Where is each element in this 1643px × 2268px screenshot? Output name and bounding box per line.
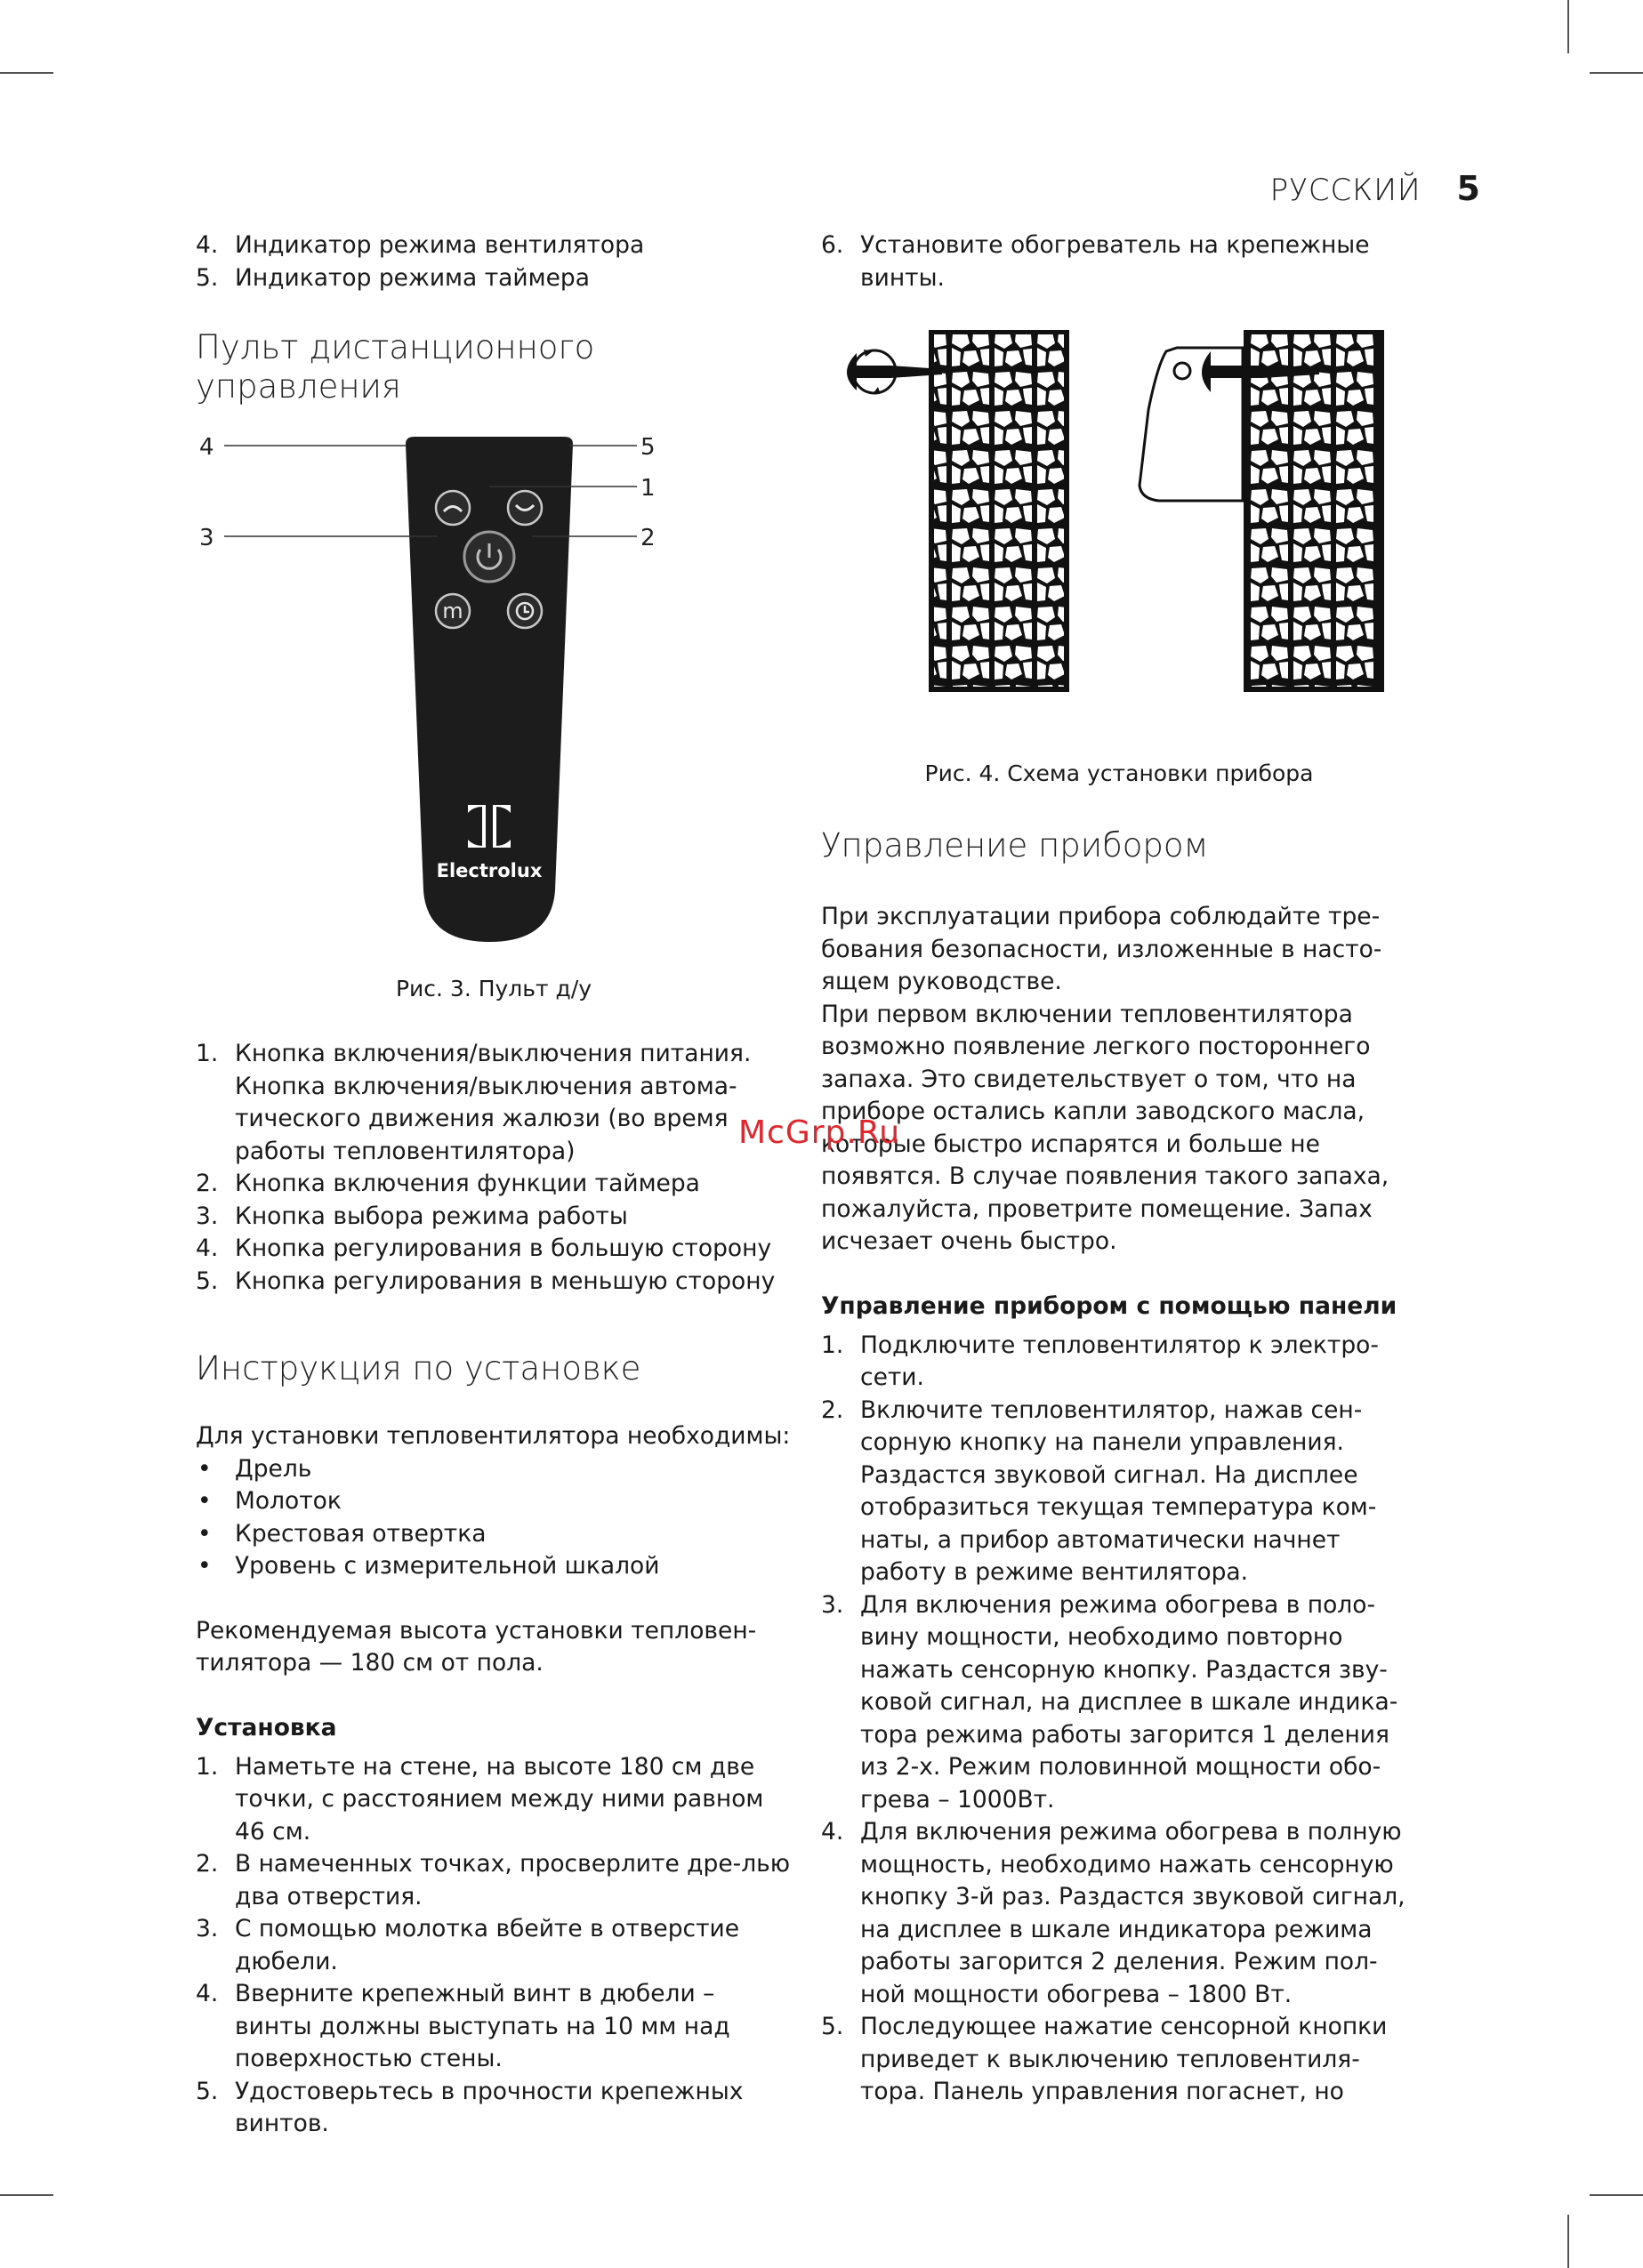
list-item: 2. Включите тепловентилятор, нажав сен-сорную кнопку на панели управления. Раздастся звуковой сигнал. На дисплее отобразиться текущая температура ком-наты, а прибор автоматически начнет работу в режиме вентилятора. xyxy=(821,1395,1377,1586)
list-item: 4. Вверните крепежный винт в дюбели – винты должны выступать на 10 мм над поверхностью стены. xyxy=(196,1980,730,2072)
crop-mark xyxy=(1590,2194,1643,2196)
right-column xyxy=(821,229,1417,2109)
up-button[interactable] xyxy=(436,491,470,525)
tools-list xyxy=(196,1453,792,1583)
list-item: • Уровень с измерительной шкалой xyxy=(197,1552,660,1580)
list-item: 2. Кнопка включения функции таймера xyxy=(196,1170,700,1197)
figure-caption: Рис. 4. Схема установки прибора xyxy=(924,760,1314,786)
crop-mark xyxy=(1567,0,1569,53)
crop-mark xyxy=(0,2194,53,2196)
install-heading: Инструкция по установке xyxy=(196,1349,641,1387)
power-button[interactable] xyxy=(464,532,514,582)
remote-figure xyxy=(196,428,792,979)
crop-mark xyxy=(1590,72,1643,74)
indicator-list xyxy=(196,229,792,294)
page-number: 5 xyxy=(1456,169,1480,208)
language-label: РУССКИЙ xyxy=(1269,173,1422,208)
page-header xyxy=(1270,169,1480,208)
control-paragraph: При эксплуатации прибора соблюдайте тре-бования безопасности, изложенные в насто-ящем руководстве. xyxy=(821,903,1382,995)
brand-label: Electrolux xyxy=(436,860,543,881)
button-list xyxy=(196,1038,792,1298)
list-item: • Дрель xyxy=(197,1454,312,1483)
callout-label: 4 xyxy=(199,434,214,461)
remote-caption: Рис. 3. Пульт д/у xyxy=(395,976,592,1001)
remote-heading: Пульт дистанционного управления xyxy=(196,328,595,406)
panel-steps-list xyxy=(821,1330,1417,2109)
list-item: 4. Индикатор режима вентилятора xyxy=(196,231,645,259)
control-paragraph: При первом включении тепловентилятора возможно появление легкого постороннего запаха. Это свидетельствует о том, что на приборе остались капли заводского масла, которые быстро испарятся и больше не появятся. В случае появления такого запаха, пожалуйста, проветрите помещение. Запах исчезает очень быстро. xyxy=(821,1000,1389,1255)
list-item: • Молоток xyxy=(197,1487,342,1515)
callout-label: 2 xyxy=(640,525,656,551)
list-item: 5. Кнопка регулирования в меньшую сторону xyxy=(196,1267,776,1295)
installation-figure xyxy=(821,330,1417,739)
down-button[interactable] xyxy=(508,491,542,525)
list-item: 5. Удостоверьтесь в прочности крепежных винтов. xyxy=(196,2077,744,2137)
wall-panel xyxy=(931,332,1067,689)
setup-list xyxy=(196,1751,792,2141)
list-item: 3. Кнопка выбора режима работы xyxy=(196,1202,628,1230)
list-item: 1. Наметьте на стене, на высоте 180 см две точки, с расстоянием между ними равном 46 см. xyxy=(196,1752,764,1846)
setup-heading: Установка xyxy=(196,1713,337,1741)
panel-heading: Управление прибором с помощью панели xyxy=(821,1291,1397,1320)
height-note: Рекомендуемая высота установки тепловен-тилятора — 180 см от пола. xyxy=(196,1616,757,1677)
tools-intro: Для установки тепловентилятора необходимы: xyxy=(196,1422,791,1450)
callout-label: 3 xyxy=(199,525,214,551)
crop-mark xyxy=(1567,2215,1569,2268)
electrolux-logo-icon xyxy=(463,805,516,848)
control-heading: Управление прибором xyxy=(821,826,1209,865)
timer-button[interactable] xyxy=(508,594,542,628)
list-item: 6. Установите обогреватель на крепежные винты. xyxy=(821,231,1370,292)
wall-panel xyxy=(1246,332,1381,689)
list-item: 2. В намеченных точках, просверлите дре-лью два отверстия. xyxy=(196,1850,791,1910)
callout-label: 5 xyxy=(640,434,656,461)
list-item: 3. Для включения режима обогрева в поло-вину мощности, необходимо повторно нажать сенсорную кнопку. Раздастся зву-ковой сигнал, на дисплее в шкале индика-тора режима работы загорится 1 деления из 2-х. Режим половинной мощности обо-грева – 1000Вт. xyxy=(821,1590,1398,1814)
list-item: 1. Подключите тепловентилятор к электро-сети. xyxy=(821,1331,1379,1391)
list-item: 5. Индикатор режима таймера xyxy=(196,263,590,292)
list-item: 1. Кнопка включения/выключения питания. Кнопка включения/выключения автома-тического движения жалюзи (во время работы тепловентилятора) xyxy=(196,1040,752,1165)
crop-mark xyxy=(0,72,53,74)
watermark: McGrp.Ru xyxy=(738,1114,901,1151)
left-column xyxy=(196,229,792,2141)
list-item: 4. Для включения режима обогрева в полную мощность, необходимо нажать сенсорную кнопку 3-й раз. Раздастся звуковой сигнал, на дисплее в шкале индикатора режима работы загорится 2 деления. Режим пол-ной мощности обогрева – 1800 Вт. xyxy=(821,1818,1405,2008)
list-item: 5. Последующее нажатие сенсорной кнопки приведет к выключению тепловентиля-тора. Панель управления погаснет, но xyxy=(821,2013,1388,2105)
callout-label: 1 xyxy=(640,475,656,502)
step6-list xyxy=(821,229,1417,294)
list-item: 3. С помощью молотка вбейте в отверстие дюбели. xyxy=(196,1915,740,1975)
mode-button[interactable] xyxy=(436,594,470,628)
list-item: 4. Кнопка регулирования в большую сторону xyxy=(196,1235,772,1262)
list-item: • Крестовая отвертка xyxy=(197,1519,487,1548)
mode-label: m xyxy=(442,599,463,623)
screw-icon xyxy=(847,350,942,394)
